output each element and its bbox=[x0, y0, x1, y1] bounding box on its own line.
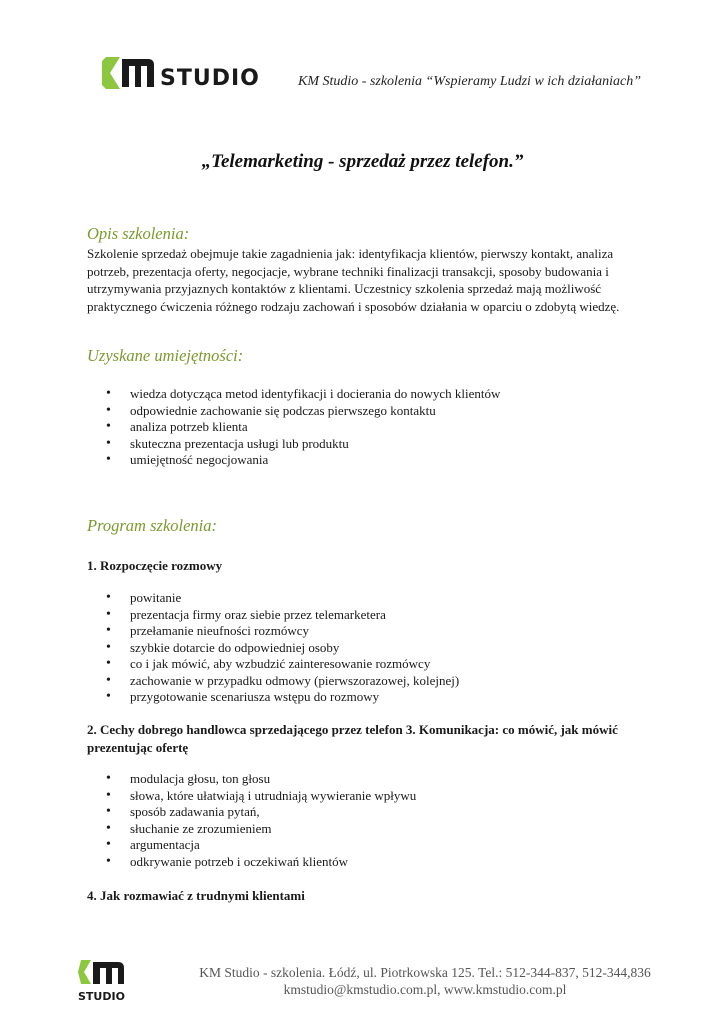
program-heading: Program szkolenia: bbox=[87, 516, 218, 535]
section-2-list bbox=[87, 771, 416, 870]
list-item: • wiedza dotycząca metod identyfikacji i docierania do nowych klientów bbox=[87, 386, 500, 403]
list-item: • przełamanie nieufności rozmówcy bbox=[87, 623, 459, 640]
page-header bbox=[102, 55, 662, 99]
list-item: • zachowanie w przypadku odmowy (pierwszorazowej, kolejnej) bbox=[87, 673, 459, 690]
footer-address: KM Studio - szkolenia. Łódź, ul. Piotrkowska 125. Tel.: 512-344-837, 512-344,836 bbox=[199, 965, 651, 980]
footer-contact: kmstudio@kmstudio.com.pl, www.kmstudio.com.pl bbox=[283, 982, 567, 997]
section-4-title: 4. Jak rozmawiać z trudnymi klientami bbox=[87, 888, 305, 903]
opis-paragraph: Szkolenie sprzedaż obejmuje takie zagadnienia jak: identyfikacja klientów, pierwszy kontakt, analiza potrzeb, prezentacja oferty, negocjacje, wybrane techniki finalizacji transakcji, sposoby budowania i utrzymywania przyjaznych kontaktów z klientami. Uczestnicy szkolenia sprzedaż mają możliwość praktycznego ćwiczenia różnego rodzaju zachowań i sposobów działania w oparciu o zdobytą wiedzę. bbox=[87, 246, 620, 314]
svg-text:STUDIO: STUDIO bbox=[78, 990, 125, 1002]
list-item: • sposób zadawania pytań, bbox=[87, 804, 416, 821]
list-item: • modulacja głosu, ton głosu bbox=[87, 771, 416, 788]
list-item: • umiejętność negocjowania bbox=[87, 452, 500, 469]
footer-logo bbox=[78, 958, 128, 1002]
list-item: • słuchanie ze zrozumieniem bbox=[87, 821, 416, 838]
list-item: • analiza potrzeb klienta bbox=[87, 419, 500, 436]
svg-text:STUDIO: STUDIO bbox=[160, 66, 260, 91]
page-footer bbox=[190, 964, 660, 998]
section-2-title: 2. Cechy dobrego handlowca sprzedającego przez telefon 3. Komunikacja: co mówić, jak mówić prezentując ofertę bbox=[87, 722, 618, 755]
list-item: • odpowiednie zachowanie się podczas pierwszego kontaktu bbox=[87, 403, 500, 420]
section-1-list bbox=[87, 590, 459, 706]
umiejetnosci-heading: Uzyskane umiejętności: bbox=[87, 346, 244, 365]
header-tagline: KM Studio - szkolenia “Wspieramy Ludzi w ich działaniach” bbox=[298, 74, 641, 89]
section-1-title: 1. Rozpoczęcie rozmowy bbox=[87, 558, 223, 573]
opis-heading: Opis szkolenia: bbox=[87, 224, 190, 243]
list-item: • odkrywanie potrzeb i oczekiwań klientów bbox=[87, 854, 416, 871]
km-studio-logo bbox=[102, 55, 272, 91]
list-item: • słowa, które ułatwiają i utrudniają wywieranie wpływu bbox=[87, 788, 416, 805]
list-item: • szybkie dotarcie do odpowiedniej osoby bbox=[87, 640, 459, 657]
list-item: • co i jak mówić, aby wzbudzić zainteresowanie rozmówcy bbox=[87, 656, 459, 673]
list-item: • przygotowanie scenariusza wstępu do rozmowy bbox=[87, 689, 459, 706]
list-item: • argumentacja bbox=[87, 837, 416, 854]
list-item: • powitanie bbox=[87, 590, 459, 607]
document-title: „Telemarketing - sprzedaż przez telefon.” bbox=[201, 151, 524, 172]
list-item: • prezentacja firmy oraz siebie przez telemarketera bbox=[87, 607, 459, 624]
umiejetnosci-list bbox=[87, 386, 500, 469]
list-item: • skuteczna prezentacja usługi lub produktu bbox=[87, 436, 500, 453]
